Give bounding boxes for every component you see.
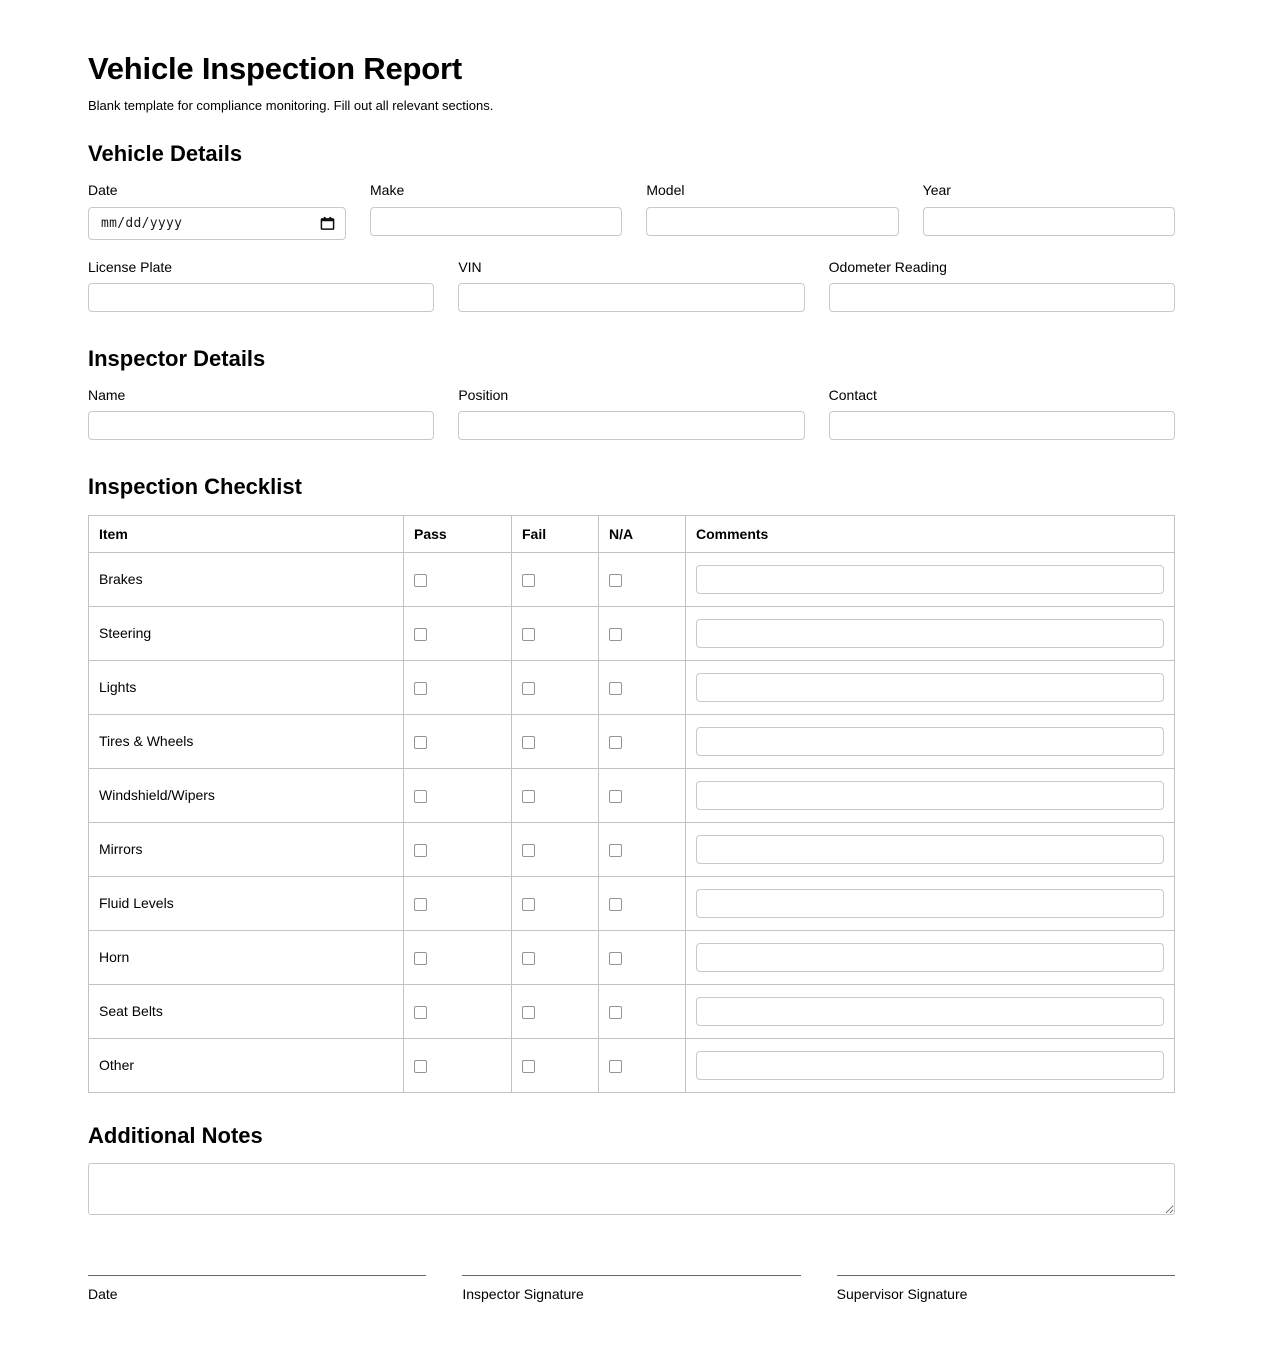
checklist-fail-cell xyxy=(512,930,599,984)
checklist-item-label: Other xyxy=(89,1038,404,1092)
table-header-row xyxy=(89,515,1175,552)
field-label-year: Year xyxy=(922,182,951,199)
checkbox-pass[interactable] xyxy=(414,574,427,587)
checkbox-pass[interactable] xyxy=(414,628,427,641)
checkbox-fail[interactable] xyxy=(522,898,535,911)
checkbox-pass[interactable] xyxy=(414,898,427,911)
table-row xyxy=(89,552,1175,606)
field-year xyxy=(923,181,1175,239)
checkbox-fail[interactable] xyxy=(522,790,535,803)
field-label-license-plate: License Plate xyxy=(88,258,173,275)
checkbox-pass[interactable] xyxy=(414,736,427,749)
page-title: Vehicle Inspection Report xyxy=(88,51,462,86)
field-label-model: Model xyxy=(646,182,685,199)
checklist-na-cell xyxy=(599,984,686,1038)
checklist-fail-cell xyxy=(512,876,599,930)
inspection-checklist-table xyxy=(88,515,1175,1093)
signature-label-inspector: Inspector Signature xyxy=(462,1286,584,1303)
checklist-comment-cell xyxy=(686,660,1175,714)
table-row xyxy=(89,768,1175,822)
signature-line-supervisor[interactable] xyxy=(837,1275,1175,1276)
field-label-contact: Contact xyxy=(828,387,877,404)
checklist-item-label: Mirrors xyxy=(89,822,404,876)
checkbox-fail[interactable] xyxy=(522,1060,535,1073)
inspector-name-input[interactable] xyxy=(88,411,434,440)
comment-input[interactable] xyxy=(696,889,1164,918)
comment-input[interactable] xyxy=(696,619,1164,648)
field-odometer-reading xyxy=(829,258,1175,312)
date-input[interactable] xyxy=(88,207,346,240)
additional-notes-textarea[interactable] xyxy=(88,1163,1175,1215)
field-label-odometer-reading: Odometer Reading xyxy=(828,258,947,275)
model-input[interactable] xyxy=(646,207,898,236)
checkbox-na[interactable] xyxy=(609,790,622,803)
checklist-pass-cell xyxy=(404,552,512,606)
checkbox-na[interactable] xyxy=(609,574,622,587)
checklist-pass-cell xyxy=(404,984,512,1038)
checkbox-fail[interactable] xyxy=(522,1006,535,1019)
table-row xyxy=(89,876,1175,930)
checkbox-fail[interactable] xyxy=(522,952,535,965)
checkbox-na[interactable] xyxy=(609,1060,622,1073)
checkbox-fail[interactable] xyxy=(522,844,535,857)
checklist-na-cell xyxy=(599,768,686,822)
column-header-na: N/A xyxy=(599,515,686,552)
checklist-fail-cell xyxy=(512,606,599,660)
column-header-item: Item xyxy=(89,515,404,552)
inspection-checklist-section xyxy=(88,474,1175,1092)
table-row xyxy=(89,930,1175,984)
checklist-comment-cell xyxy=(686,930,1175,984)
checkbox-na[interactable] xyxy=(609,682,622,695)
signature-line-inspector[interactable] xyxy=(462,1275,800,1276)
calendar-icon[interactable] xyxy=(320,216,335,231)
checklist-pass-cell xyxy=(404,714,512,768)
comment-input[interactable] xyxy=(696,565,1164,594)
checklist-comment-cell xyxy=(686,552,1175,606)
checklist-fail-cell xyxy=(512,768,599,822)
checklist-comment-cell xyxy=(686,768,1175,822)
checklist-item-label: Fluid Levels xyxy=(89,876,404,930)
checklist-fail-cell xyxy=(512,1038,599,1092)
year-input[interactable] xyxy=(923,207,1175,236)
odometer-reading-input[interactable] xyxy=(829,283,1175,312)
checklist-na-cell xyxy=(599,822,686,876)
checklist-pass-cell xyxy=(404,606,512,660)
column-header-fail: Fail xyxy=(512,515,599,552)
checklist-na-cell xyxy=(599,714,686,768)
table-row xyxy=(89,606,1175,660)
checklist-item-label: Windshield/Wipers xyxy=(89,768,404,822)
checklist-comment-cell xyxy=(686,984,1175,1038)
field-label-vin: VIN xyxy=(458,258,482,275)
field-inspector-contact xyxy=(829,386,1175,440)
checkbox-pass[interactable] xyxy=(414,790,427,803)
vin-input[interactable] xyxy=(458,283,804,312)
table-row xyxy=(89,984,1175,1038)
checkbox-na[interactable] xyxy=(609,898,622,911)
comment-input[interactable] xyxy=(696,781,1164,810)
license-plate-input[interactable] xyxy=(88,283,434,312)
checklist-fail-cell xyxy=(512,984,599,1038)
checklist-item-label: Horn xyxy=(89,930,404,984)
vehicle-details-section xyxy=(88,141,1175,312)
column-header-pass: Pass xyxy=(404,515,512,552)
checklist-item-label: Lights xyxy=(89,660,404,714)
checklist-item-label: Brakes xyxy=(89,552,404,606)
checkbox-pass[interactable] xyxy=(414,1006,427,1019)
inspector-details-section xyxy=(88,346,1175,441)
checkbox-fail[interactable] xyxy=(522,682,535,695)
field-inspector-position xyxy=(458,386,804,440)
signature-row xyxy=(88,1275,1175,1303)
inspector-details-row xyxy=(88,386,1175,440)
field-label-date: Date xyxy=(88,182,118,199)
comment-input[interactable] xyxy=(696,997,1164,1026)
checklist-fail-cell xyxy=(512,714,599,768)
checklist-na-cell xyxy=(599,552,686,606)
make-input[interactable] xyxy=(370,207,622,236)
vehicle-details-row-2 xyxy=(88,258,1175,312)
signature-label-supervisor: Supervisor Signature xyxy=(836,1286,968,1303)
checkbox-fail[interactable] xyxy=(522,574,535,587)
inspector-position-input[interactable] xyxy=(458,411,804,440)
date-placeholder-text: mm/dd/yyyy xyxy=(101,215,183,231)
checkbox-na[interactable] xyxy=(609,844,622,857)
checklist-na-cell xyxy=(599,876,686,930)
checklist-fail-cell xyxy=(512,660,599,714)
checklist-comment-cell xyxy=(686,876,1175,930)
checkbox-pass[interactable] xyxy=(414,952,427,965)
field-inspector-name xyxy=(88,386,434,440)
inspection-checklist-heading: Inspection Checklist xyxy=(88,474,302,500)
checklist-pass-cell xyxy=(404,876,512,930)
checklist-pass-cell xyxy=(404,822,512,876)
vehicle-details-row-1 xyxy=(88,181,1175,239)
field-make xyxy=(370,181,622,239)
table-row xyxy=(89,822,1175,876)
table-row xyxy=(89,660,1175,714)
checklist-table-head xyxy=(89,515,1175,552)
checklist-item-label: Seat Belts xyxy=(89,984,404,1038)
field-label-make: Make xyxy=(370,182,405,199)
additional-notes-heading: Additional Notes xyxy=(88,1122,263,1148)
field-label-position: Position xyxy=(458,387,509,404)
comment-input[interactable] xyxy=(696,1051,1164,1080)
comment-input[interactable] xyxy=(696,673,1164,702)
checkbox-pass[interactable] xyxy=(414,844,427,857)
table-row xyxy=(89,714,1175,768)
checklist-comment-cell xyxy=(686,606,1175,660)
field-date xyxy=(88,181,346,239)
signature-block-date xyxy=(88,1275,426,1303)
checkbox-pass[interactable] xyxy=(414,682,427,695)
field-vin xyxy=(458,258,804,312)
checkbox-pass[interactable] xyxy=(414,1060,427,1073)
checkbox-fail[interactable] xyxy=(522,628,535,641)
checklist-comment-cell xyxy=(686,714,1175,768)
comment-input[interactable] xyxy=(696,727,1164,756)
checklist-pass-cell xyxy=(404,1038,512,1092)
page-subtitle: Blank template for compliance monitoring. Fill out all relevant sections. xyxy=(88,98,494,114)
checklist-comment-cell xyxy=(686,822,1175,876)
signature-block-supervisor xyxy=(837,1275,1175,1303)
checklist-fail-cell xyxy=(512,822,599,876)
checklist-pass-cell xyxy=(404,930,512,984)
additional-notes-section xyxy=(88,1123,1175,1215)
checkbox-na[interactable] xyxy=(609,628,622,641)
checklist-item-label: Steering xyxy=(89,606,404,660)
checkbox-na[interactable] xyxy=(609,952,622,965)
checklist-comment-cell xyxy=(686,1038,1175,1092)
inspector-contact-input[interactable] xyxy=(829,411,1175,440)
checkbox-na[interactable] xyxy=(609,1006,622,1019)
checkbox-na[interactable] xyxy=(609,736,622,749)
checklist-table-body xyxy=(89,552,1175,1092)
field-label-name: Name xyxy=(88,387,126,404)
signature-line-date[interactable] xyxy=(88,1275,426,1276)
field-model xyxy=(646,181,898,239)
checklist-na-cell xyxy=(599,660,686,714)
comment-input[interactable] xyxy=(696,835,1164,864)
table-row xyxy=(89,1038,1175,1092)
signature-block-inspector xyxy=(462,1275,800,1303)
checklist-pass-cell xyxy=(404,660,512,714)
comment-input[interactable] xyxy=(696,943,1164,972)
column-header-comments: Comments xyxy=(686,515,1175,552)
signature-label-date: Date xyxy=(88,1286,118,1303)
checkbox-fail[interactable] xyxy=(522,736,535,749)
checklist-na-cell xyxy=(599,1038,686,1092)
field-license-plate xyxy=(88,258,434,312)
vehicle-details-heading: Vehicle Details xyxy=(88,140,243,166)
checklist-fail-cell xyxy=(512,552,599,606)
checklist-pass-cell xyxy=(404,768,512,822)
checklist-na-cell xyxy=(599,930,686,984)
inspector-details-heading: Inspector Details xyxy=(88,345,266,371)
checklist-item-label: Tires & Wheels xyxy=(89,714,404,768)
checklist-na-cell xyxy=(599,606,686,660)
